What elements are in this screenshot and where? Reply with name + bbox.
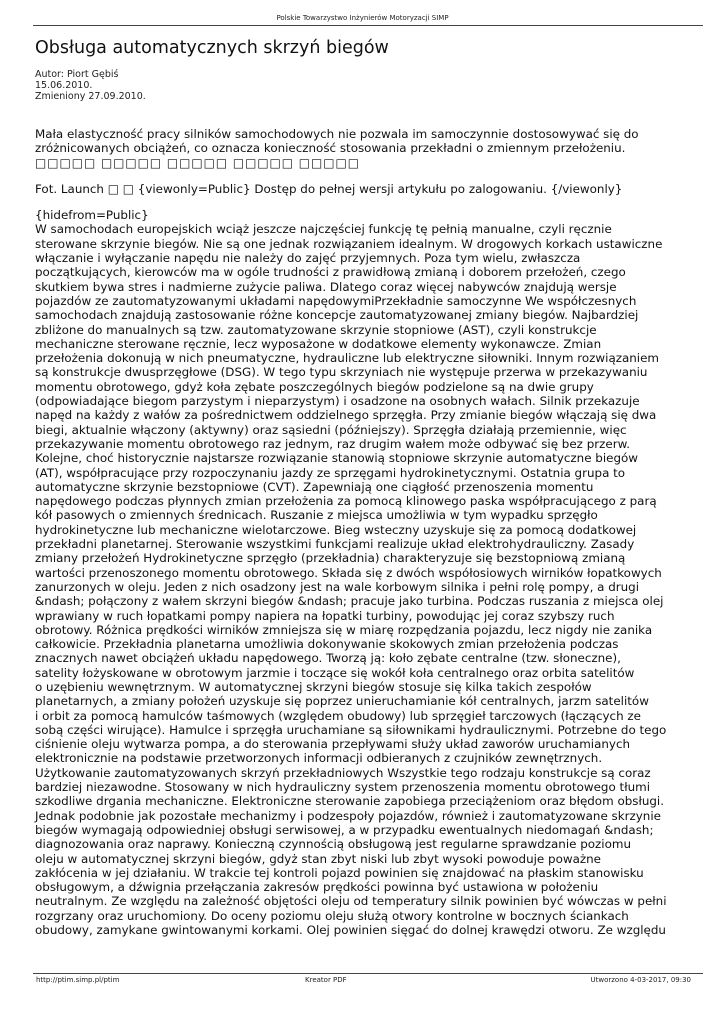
footer-created: Utworzono 4-03-2017, 09:30 [590, 976, 691, 984]
header-divider [33, 25, 703, 26]
article-lead: Mała elastyczność pracy silników samochodowych nie pozwala im samoczynnie dostosowywać się do zróżnicowanych obciążeń, co oznacza konieczność stosowania przekładni o zmiennym przełożeniu. [35, 127, 639, 156]
date-created: 15.06.2010. [35, 80, 93, 91]
page-header-org: Polskie Towarzystwo Inżynierów Motoryzacji SIMP [276, 14, 449, 22]
footer-url: http://ptim.simp.pl/ptim [36, 976, 120, 984]
article-content [35, 127, 698, 937]
footer-divider [33, 973, 703, 974]
hidefrom-tag: {hidefrom=Public} [35, 208, 149, 223]
footer-generator: Kreator PDF [305, 976, 347, 984]
date-modified: Zmieniony 27.09.2010. [35, 91, 146, 102]
article-meta [35, 69, 146, 102]
article-body: W samochodach europejskich wciąż jeszcze najczęściej funkcję tę pełnią manualne, czyli ręcznie sterowane skrzynie biegów. Nie są one jednak rozwiązaniem idealnym. W drogowych korkach ustawiczne włączanie i wyłączanie napędu nie należy do zajęć przyjemnych. Poza tym wielu, zwłaszcza początkujących, kierowców ma w ogóle trudności z prawidłową zmianą i doborem przełożeń, czego skutkiem bywa stres i nadmierne zużycie paliwa. Dlatego coraz więcej nabywców znajdują wersje pojazdów ze zautomatyzowanymi układami napędowymiPrzekładnie samoczynne We współczesnych samochodach znajdują zastosowanie różne koncepcje zautomatyzowanej zmiany biegów. Najbardziej zbliżone do manualnych są tzw. zautomatyzowane skrzynie stopniowe (AST), czyli konstrukcje mechaniczne sterowane ręcznie, lecz wyposażone w dodatkowe elementy wykonawcze. Zmian przełożenia dokonują w nich pneumatyczne, hydrauliczne lub elektryczne siłowniki. Innym rozwiązaniem są konstrukcje dwusprzęgłowe (DSG). W tego typu skrzyniach nie występuje przerwa w przekazywaniu momentu obrotowego, gdyż koła zębate poszczególnych biegów podzielone są na dwie grupy (odpowiadające biegom parzystym i nieparzystym) i osadzone na osobnych wałach. Silnik przekazuje napęd na każdy z wałów za pośrednictwem oddzielnego sprzęgła. Przy zmianie biegów włączają się dwa biegi, aktualnie włączony (aktywny) oraz sąsiedni (późniejszy). Sprzęgła działają przemiennie, więc przekazywanie momentu obrotowego raz jednym, raz drugim wałem może odbywać się bez przerw. Kolejne, choć historycznie najstarsze rozwiązanie stanowią stopniowe skrzynie automatyczne biegów (AT), współpracujące przy rozpoczynaniu jazdy ze sprzęgami hydrokinetycznymi. Ostatnia grupa to automatyczne skrzynie bezstopniowe (CVT). Zapewniają one ciągłość przenoszenia momentu napędowego podczas płynnych zmian przełożenia za pomocą klinowego paska współpracującego z parą kół pasowych o zmiennych średnicach. Ruszanie z miejsca umożliwia w tym wypadku sprzęgło hydrokinetyczne lub mechaniczne wielotarczowe. Bieg wsteczny uzyskuje się za pomocą dodatkowej przekładni planetarnej. Sterowanie wszystkimi funkcjami realizuje układ elektrohydrauliczny. Zasady zmiany przełożeń Hydrokinetyczne sprzęgło (przekładnia) charakteryzuje się bezstopniową zmianą wartości przenoszonego momentu obrotowego. Składa się z dwóch współosiowych wirników łopatkowych zanurzonych w oleju. Jeden z nich osadzony jest na wale korbowym silnika i pełni rolę pompy, a drugi &ndash; połączony z wałem skrzyni biegów &ndash; pracuje jako turbina. Podczas ruszania z miejsca olej wprawiany w ruch łopatkami pompy napiera na łopatki turbiny, powodując jej coraz szybszy ruch obrotowy. Różnica prędkości wirników zmniejsza się w miarę rozpędzania pojazdu, lecz nigdy nie zanika całkowicie. Przekładnia planetarna umożliwia dokonywanie skokowych zmian przełożenia podczas znacznych nawet obciążeń układu napędowego. Tworzą ją: koło zębate centralne (tzw. słoneczne), satelity łożyskowane w obrotowym jarzmie i toczące się wokół koła centralnego oraz orbita satelitów o uzębieniu wewnętrznym. W automatycznej skrzyni biegów stosuje się kilka takich zespołów planetarnych, a zmiany położeń uzyskuje się poprzez unieruchamianie kół centralnych, jarzm satelitów i orbit za pomocą hamulców taśmowych (względem obudowy) lub sprzęgieł tarczowych (łączących ze sobą części wirujące). Hamulce i sprzęgła uruchamiane są siłownikami hydraulicznymi. Potrzebne do tego ciśnienie oleju wytwarza pompa, a do sterowania przepływami służy układ zaworów uruchamianych elektronicznie na podstawie przetworzonych informacji odbieranych z czujników zewnętrznych. Użytkowanie zautomatyzowanych skrzyń przekładniowych Wszystkie tego rodzaju konstrukcje są coraz bardziej niezawodne. Stosowany w nich hydrauliczny system przenoszenia momentu obrotowego tłumi szkodliwe drgania mechaniczne. Elektroniczne sterowanie zapobiega przeciążeniom oraz błędom obsługi. Jednak podobnie jak pozostałe mechanizmy i podzespoły pojazdów, również i zautomatyzowane skrzynie biegów wymagają odpowiedniej obsługi serwisowej, a w przypadku ewentualnych niedomagań &ndash; diagnozowania oraz naprawy. Konieczną czynnością obsługową jest regularne sprawdzanie poziomu oleju w automatycznej skrzyni biegów, gdyż stan zbyt niski lub zbyt wysoki powoduje poważne zakłócenia w jej działaniu. W trakcie tej kontroli pojazd powinien się znajdować na płaskim stanowisku obsługowym, a dźwignia przełączania zakresów prędkości powinna być ustawiona w położeniu neutralnym. Ze względu na zależność objętości oleju od temperatury silnik powinien być wówczas w pełni rozgrzany oraz uruchomiony. Do oceny poziomu oleju służą otwory kontrolne w bocznych ściankach obudowy, zamykane gwintowanymi korkami. Olej powinien sięgać do dolnej krawędzi otworu. Ze względu [35, 222, 667, 938]
author-line: Autor: Piort Gębiś [35, 69, 119, 80]
photo-caption-line: Fot. Launch □ □ {viewonly=Public} Dostęp do pełnej wersji artykułu po zalogowaniu. {/viewonly} [35, 181, 623, 196]
article-title: Obsługa automatycznych skrzyń biegów [35, 38, 389, 58]
lead-placeholder-glyphs: □□□□□ □□□□□ □□□□□ □□□□□ □□□□□ [35, 155, 360, 170]
